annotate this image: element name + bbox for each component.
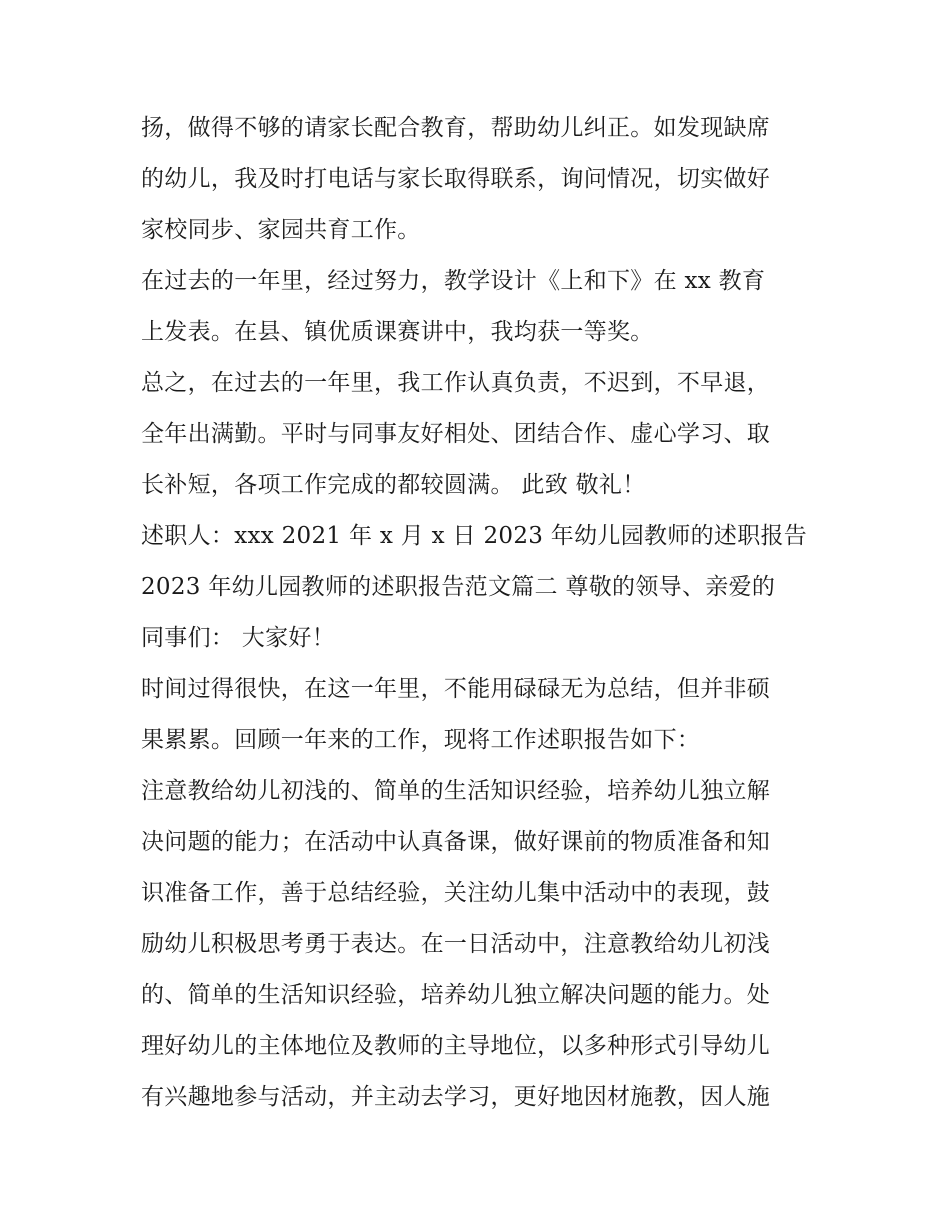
text-line: 果累累。回顾一年来的工作，现将工作述职报告如下： <box>141 727 701 753</box>
text-line: 有兴趣地参与活动，并主动去学习，更好地因材施教，因人施 <box>141 1084 771 1110</box>
text-line: 扬，做得不够的请家长配合教育，帮助幼儿纠正。如发现缺席 <box>141 115 771 141</box>
text-line: 注意教给幼儿初浅的、简单的生活知识经验，培养幼儿独立解 <box>141 778 771 804</box>
text-line: 总之，在过去的一年里，我工作认真负责，不迟到，不早退， <box>141 370 771 396</box>
text-line: 的幼儿，我及时打电话与家长取得联系，询问情况，切实做好 <box>141 166 771 192</box>
text-line: 时间过得很快，在这一年里，不能用碌碌无为总结，但并非硕 <box>141 676 771 702</box>
text-line: 决问题的能力；在活动中认真备课，做好课前的物质准备和知 <box>141 829 771 855</box>
text-line: 2023 年幼儿园教师的述职报告范文篇二 尊敬的领导、亲爱的 <box>141 574 776 600</box>
text-line: 同事们： 大家好！ <box>141 625 336 651</box>
text-line: 家校同步、家园共育工作。 <box>141 217 421 243</box>
document-body <box>141 103 821 1123</box>
text-line: 长补短，各项工作完成的都较圆满。 此致 敬礼！ <box>141 472 646 498</box>
text-line: 述职人：xxx 2021 年 x 月 x 日 2023 年幼儿园教师的述职报告 <box>141 523 808 549</box>
text-line: 在过去的一年里，经过努力，教学设计《上和下》在 xx 教育 <box>141 268 766 294</box>
text-line: 识准备工作，善于总结经验，关注幼儿集中活动中的表现，鼓 <box>141 880 771 906</box>
text-line: 理好幼儿的主体地位及教师的主导地位，以多种形式引导幼儿 <box>141 1033 771 1059</box>
text-line: 全年出满勤。平时与同事友好相处、团结合作、虚心学习、取 <box>141 421 771 447</box>
text-line: 励幼儿积极思考勇于表达。在一日活动中，注意教给幼儿初浅 <box>141 931 771 957</box>
text-line: 上发表。在县、镇优质课赛讲中，我均获一等奖。 <box>141 319 654 345</box>
text-line: 的、简单的生活知识经验，培养幼儿独立解决问题的能力。处 <box>141 982 771 1008</box>
